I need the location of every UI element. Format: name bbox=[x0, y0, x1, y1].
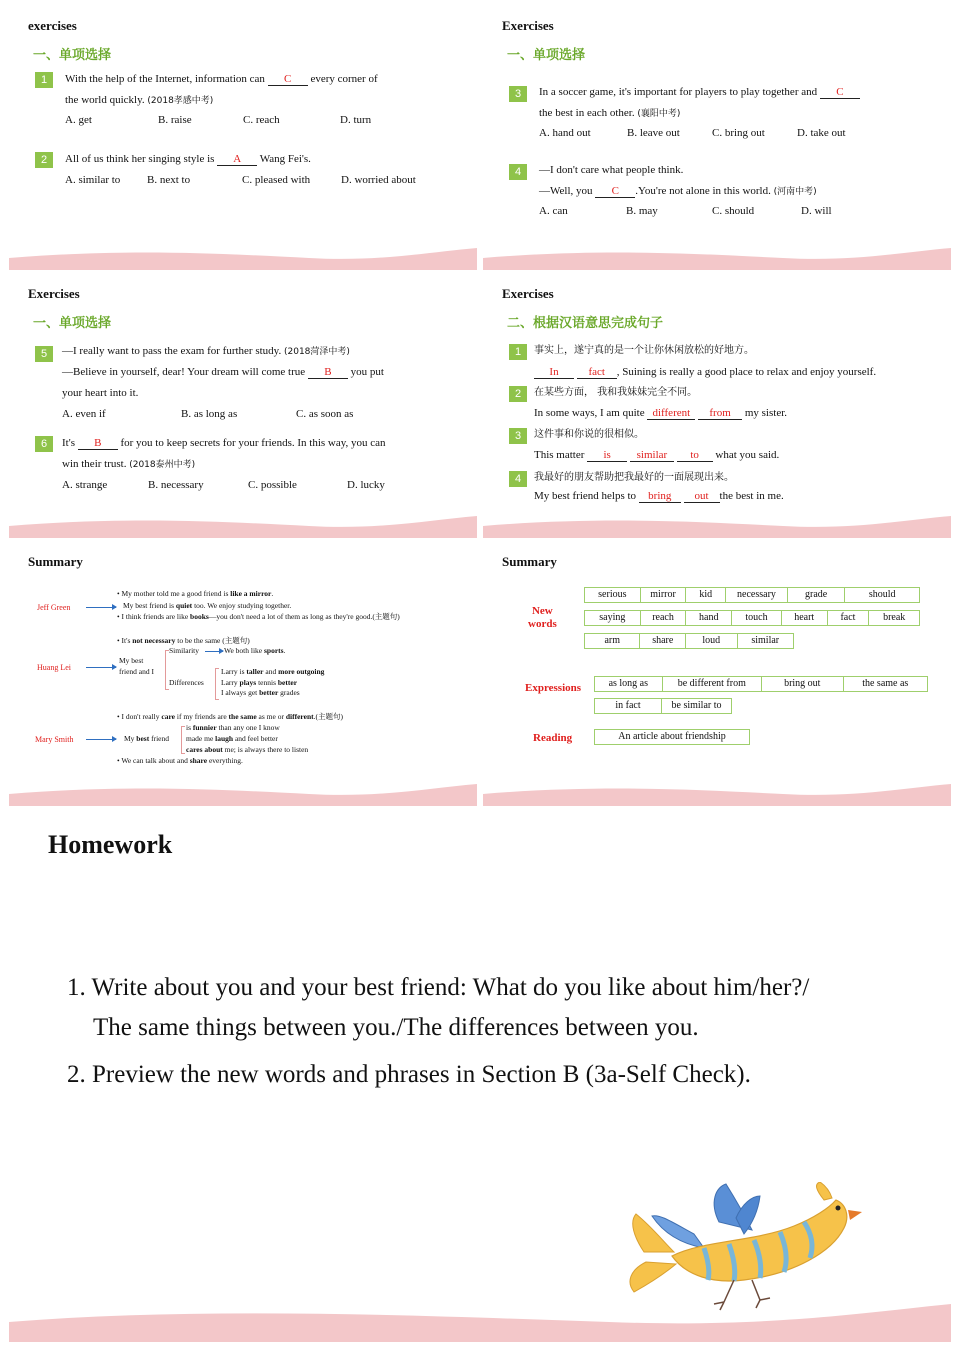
slide-summary-characters bbox=[9, 546, 477, 806]
slide-exercises-3 bbox=[9, 278, 477, 538]
option: C. should bbox=[712, 205, 755, 217]
expression-chip: the same as bbox=[862, 678, 909, 689]
expression-chip: in fact bbox=[595, 699, 662, 713]
homework-item-2: 2. Preview the new words and phrases in Section B (3a-Self Check). bbox=[67, 1061, 751, 1088]
word-chip: break bbox=[883, 612, 906, 623]
slide-summary-words bbox=[483, 546, 951, 806]
question-number: 5 bbox=[35, 346, 53, 362]
english-sentence: My best friend helps to bring out the best in me. bbox=[534, 490, 784, 502]
word-chip: kid bbox=[686, 588, 726, 602]
option: A. strange bbox=[62, 479, 108, 491]
answer-blank: bring bbox=[639, 490, 681, 503]
question-number: 6 bbox=[35, 436, 53, 452]
category-expressions: Expressions bbox=[525, 682, 582, 694]
reading-row bbox=[594, 729, 750, 745]
option: B. leave out bbox=[627, 127, 680, 139]
summary-line: Larry plays tennis better bbox=[221, 678, 298, 687]
answer-blank: is bbox=[587, 449, 627, 462]
summary-line: • We can talk about and share everything. bbox=[117, 756, 243, 765]
section-heading: 一、单项选择 bbox=[507, 48, 586, 63]
word-chip: share bbox=[640, 634, 686, 648]
expression-chip: as long as bbox=[595, 677, 663, 691]
option: B. raise bbox=[158, 114, 192, 126]
expression-chip: be similar to bbox=[671, 700, 722, 711]
summary-line: • I think friends are like books—you don't need a lot of them as long as they're good.(主题句) bbox=[117, 612, 400, 621]
question-6-line-2: win their trust. (2018泰州中考) bbox=[62, 458, 196, 470]
summary-label-differences: Differences bbox=[169, 678, 204, 687]
category-reading: Reading bbox=[533, 732, 573, 744]
slide-title: Summary bbox=[28, 554, 83, 569]
question-5-line-2: —Believe in yourself, dear! Your dream will come true B you put bbox=[62, 366, 384, 378]
slide-exercises-2 bbox=[483, 10, 951, 270]
homework-title: Homework bbox=[48, 830, 173, 859]
arrow-icon bbox=[86, 667, 116, 668]
question-4-line-2: —Well, you C .You're not alone in this world. (河南中考) bbox=[539, 185, 817, 197]
word-chip: necessary bbox=[726, 588, 788, 602]
item-number: 3 bbox=[509, 428, 527, 444]
question-number: 2 bbox=[35, 152, 53, 168]
answer-blank: to bbox=[677, 449, 713, 462]
option: B. necessary bbox=[148, 479, 204, 491]
section-heading: 一、单项选择 bbox=[33, 48, 112, 63]
option: C. reach bbox=[243, 114, 280, 126]
english-sentence: In fact , Suining is really a good place to relax and enjoy yourself. bbox=[534, 365, 876, 379]
option: A. even if bbox=[62, 408, 106, 420]
summary-line: My best friend bbox=[124, 734, 170, 743]
item-number: 2 bbox=[509, 386, 527, 402]
question-1-line-2: the world quickly. (2018孝感中考) bbox=[65, 94, 214, 106]
answer-blank: C bbox=[820, 86, 860, 99]
answer-blank: similar bbox=[630, 449, 674, 462]
pink-wave-decoration bbox=[483, 244, 951, 270]
item-number: 4 bbox=[509, 471, 527, 487]
summary-line: cares about me; is always there to listen bbox=[186, 745, 309, 754]
word-row bbox=[584, 633, 794, 649]
question-1-line-1: With the help of the Internet, information can C every corner of bbox=[65, 73, 378, 85]
option: A. hand out bbox=[539, 127, 591, 139]
bird-illustration-icon bbox=[624, 1182, 874, 1322]
section-heading: 一、单项选择 bbox=[33, 316, 112, 331]
summary-line: friend and I bbox=[119, 667, 154, 676]
homework-item-1-line-2: The same things between you./The differences between you. bbox=[93, 1014, 699, 1041]
option: A. can bbox=[539, 205, 568, 217]
option: D. turn bbox=[340, 114, 372, 126]
question-2-line-1: All of us think her singing style is A Wang Fei's. bbox=[65, 153, 311, 165]
word-chip: touch bbox=[732, 611, 782, 625]
brace-decoration bbox=[181, 726, 185, 754]
question-number: 1 bbox=[35, 72, 53, 88]
word-chip: mirror bbox=[641, 588, 687, 602]
word-chip: should bbox=[868, 589, 896, 600]
question-5-line-1: —I really want to pass the exam for further study. (2018菏泽中考) bbox=[62, 345, 350, 357]
chinese-sentence: 在某些方面， 我和我妹妹完全不同。 bbox=[534, 387, 698, 398]
summary-line: • I don't really care if my friends are the same as me or different.(主题句) bbox=[117, 712, 343, 721]
summary-line: is funnier than any one I know bbox=[186, 723, 280, 732]
answer-blank: fact bbox=[577, 366, 617, 379]
slide-title: Summary bbox=[502, 554, 557, 569]
slide-title: exercises bbox=[28, 18, 77, 33]
question-3-line-2: the best in each other. (襄阳中考) bbox=[539, 107, 681, 119]
arrow-icon bbox=[86, 607, 116, 608]
expression-chip: be different from bbox=[663, 677, 762, 691]
answer-blank: different bbox=[647, 407, 695, 420]
answer-blank: C bbox=[595, 185, 635, 198]
question-5-line-3: your heart into it. bbox=[62, 387, 139, 399]
homework-item-1-line-1: 1. Write about you and your best friend: What do you like about him/her?/ bbox=[67, 974, 810, 1001]
expression-chip: bring out bbox=[762, 677, 844, 691]
option: A. get bbox=[65, 114, 92, 126]
english-sentence: In some ways, I am quite different from my sister. bbox=[534, 407, 788, 419]
arrow-icon bbox=[86, 739, 116, 740]
question-4-line-1: —I don't care what people think. bbox=[539, 164, 684, 176]
word-row bbox=[584, 587, 920, 603]
answer-blank: In bbox=[534, 366, 574, 379]
section-heading: 二、根据汉语意思完成句子 bbox=[507, 316, 664, 331]
pink-wave-decoration bbox=[483, 780, 951, 806]
option: A. similar to bbox=[65, 174, 121, 186]
summary-line: made me laugh and feel better bbox=[186, 734, 278, 743]
option: B. as long as bbox=[181, 408, 238, 420]
word-chip: serious bbox=[585, 588, 641, 602]
character-name-mary: Mary Smith bbox=[35, 735, 74, 744]
reading-chip: An article about friendship bbox=[618, 731, 726, 742]
item-number: 1 bbox=[509, 344, 527, 360]
question-6-line-1: It's B for you to keep secrets for your friends. In this way, you can bbox=[62, 437, 386, 449]
english-sentence: This matter is similar to what you said. bbox=[534, 449, 780, 461]
option: C. as soon as bbox=[296, 408, 354, 420]
pink-wave-decoration bbox=[9, 244, 477, 270]
answer-blank: from bbox=[698, 407, 742, 420]
arrow-icon bbox=[205, 651, 223, 652]
summary-line: • My mother told me a good friend is like a mirror. bbox=[117, 589, 274, 598]
word-chip: reach bbox=[641, 611, 687, 625]
option: C. possible bbox=[248, 479, 297, 491]
option: B. may bbox=[626, 205, 658, 217]
option: D. lucky bbox=[347, 479, 385, 491]
answer-blank: B bbox=[78, 437, 118, 450]
option: B. next to bbox=[147, 174, 191, 186]
word-chip: grade bbox=[788, 588, 846, 602]
summary-line: Larry is taller and more outgoing bbox=[221, 667, 325, 676]
pink-wave-decoration bbox=[9, 780, 477, 806]
question-3-line-1: In a soccer game, it's important for players to play together and C bbox=[539, 85, 860, 99]
expression-row bbox=[594, 676, 928, 692]
expression-row bbox=[594, 698, 732, 714]
summary-line: My best friend is quiet too. We enjoy studying together. bbox=[123, 601, 292, 610]
pink-wave-decoration bbox=[483, 512, 951, 538]
word-chip: saying bbox=[585, 611, 641, 625]
question-number: 4 bbox=[509, 164, 527, 180]
chinese-sentence: 我最好的朋友帮助把我最好的一面展现出来。 bbox=[534, 472, 734, 483]
answer-blank: out bbox=[684, 490, 720, 503]
slide-exercises-4 bbox=[483, 278, 951, 538]
answer-blank: A bbox=[217, 153, 257, 166]
summary-line: We both like sports. bbox=[224, 646, 286, 655]
question-number: 3 bbox=[509, 86, 527, 102]
slide-homework bbox=[9, 814, 951, 1342]
summary-line: My best bbox=[119, 656, 144, 665]
word-chip: loud bbox=[686, 634, 738, 648]
option: D. worried about bbox=[341, 174, 416, 186]
answer-blank: C bbox=[268, 73, 308, 86]
slide-exercises-1 bbox=[9, 10, 477, 270]
summary-label-similarity: Similarity bbox=[169, 646, 199, 655]
option: D. will bbox=[801, 205, 832, 217]
pink-wave-decoration bbox=[9, 512, 477, 538]
category-new-words: New words bbox=[528, 605, 557, 630]
chinese-sentence: 事实上，遂宁真的是一个让你休闲放松的好地方。 bbox=[534, 345, 754, 356]
slide-title: Exercises bbox=[502, 286, 554, 301]
brace-decoration bbox=[215, 668, 219, 700]
word-row bbox=[584, 610, 920, 626]
option: C. bring out bbox=[712, 127, 765, 139]
word-chip: hand bbox=[686, 611, 732, 625]
word-chip: fact bbox=[828, 611, 870, 625]
slide-title: Exercises bbox=[502, 18, 554, 33]
word-chip: heart bbox=[782, 611, 828, 625]
summary-line: I always get better grades bbox=[221, 688, 300, 697]
word-chip: similar bbox=[751, 635, 780, 646]
slide-title: Exercises bbox=[28, 286, 80, 301]
option: D. take out bbox=[797, 127, 846, 139]
summary-line: • It's not necessary to be the same (主题句) bbox=[117, 636, 250, 645]
character-name-jeff: Jeff Green bbox=[37, 603, 71, 612]
chinese-sentence: 这件事和你说的很相似。 bbox=[534, 429, 644, 440]
word-chip: arm bbox=[585, 634, 640, 648]
answer-blank: B bbox=[308, 366, 348, 379]
character-name-huang: Huang Lei bbox=[37, 663, 71, 672]
option: C. pleased with bbox=[242, 174, 311, 186]
